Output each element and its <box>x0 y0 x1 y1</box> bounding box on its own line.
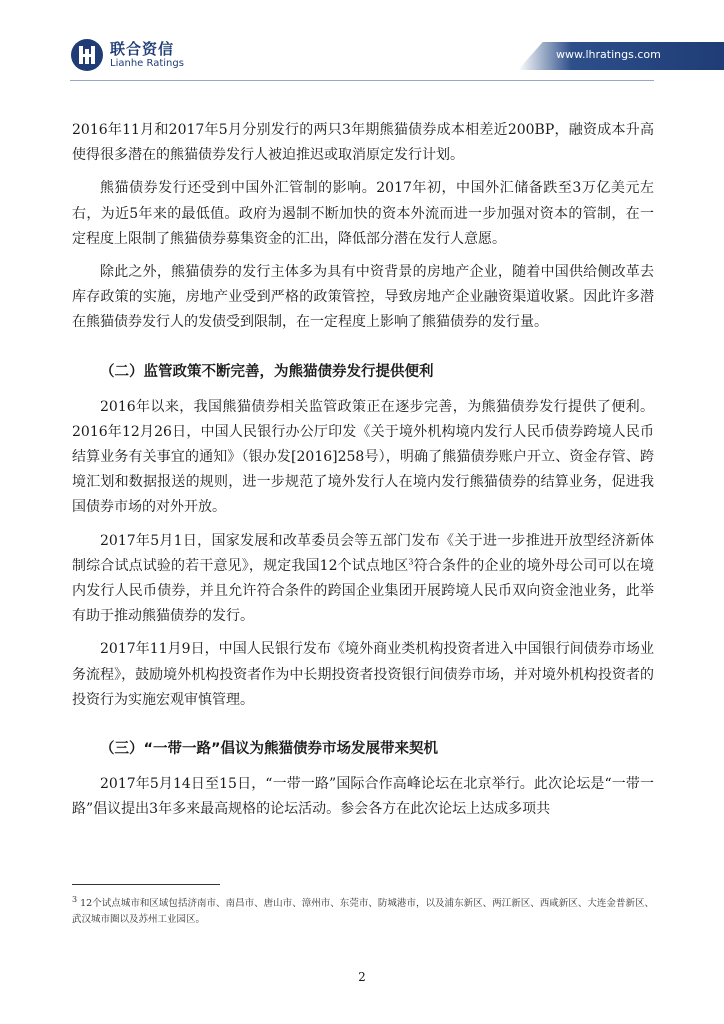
page-header <box>0 0 724 80</box>
website-url: www.lhratings.com <box>556 48 661 61</box>
brand-name-cn: 联合资信 <box>110 40 175 58</box>
brand-name-en: Lianhe Ratings <box>110 58 184 69</box>
paragraph-pboc-2016: 2016年以来，我国熊猫债券相关监管政策正在逐步完善，为熊猫债券发行提供了便利。2016年12月26日，中国人民银行办公厅印发《关于境外机构境内发行人民币债券跨境人民币结算业务有关事宜的通知》（银办发[2016]258号），明确了熊猫债券账户开立、资金存管、跨境汇划和数据报送的规则，进一步规范了境外发行人在境内发行熊猫债券的结算业务，促进我国债券市场的对外开放。 <box>72 398 654 516</box>
footnote-reference: 3 <box>408 557 414 567</box>
section-heading-regulation: （二）监管政策不断完善，为熊猫债券发行提供便利 <box>100 363 434 380</box>
paragraph-ndrc-text-b: 符合条件的企业的境外母公司可以在境内发行人民币债券，并且允许符合条件的跨国企业集团开展跨境人民币双向资金池业务，此举有助于推动熊猫债券的发行。 <box>72 557 654 625</box>
paragraph-ndrc-text-a: 2017年5月1日，国家发展和改革委员会等五部门发布《关于进一步推进开放型经济新体制综合试点试验的若干意见》，规定我国12个试点地区 <box>72 532 654 574</box>
header-divider <box>70 80 654 81</box>
lianhe-logo-icon <box>70 38 104 72</box>
document-body <box>72 118 654 822</box>
footnote <box>72 896 654 928</box>
paragraph-fx-control: 熊猫债券发行还受到中国外汇管制的影响。2017年初，中国外汇储备跌至3万亿美元左右，为近5年来的最低值。政府为遏制不断加快的资本外流而进一步加强对资本的管制，在一定程度上限制了熊猫债券募集资金的汇出，降低部分潜在发行人意愿。 <box>72 180 654 247</box>
paragraph-cost: 2016年11月和2017年5月分别发行的两只3年期熊猫债券成本相差近200BP，融资成本升高使得很多潜在的熊猫债券发行人被迫推迟或取消原定发行计划。 <box>72 122 654 164</box>
section-heading-belt-road: （三）“一带一路”倡议为熊猫债券市场发展带来契机 <box>100 741 439 758</box>
footnote-divider <box>72 884 220 885</box>
paragraph-ndrc-2017 <box>72 529 654 630</box>
paragraph-pboc-2017: 2017年11月9日，中国人民银行发布《境外商业类机构投资者进入中国银行间债券市场业务流程》，鼓励境外机构投资者作为中长期投资者投资银行间债券市场，并对境外机构投资者的投资行为实施宏观审慎管理。 <box>72 641 654 708</box>
page-number: 2 <box>358 970 366 984</box>
paragraph-real-estate: 除此之外，熊猫债券的发行主体多为具有中资背景的房地产企业，随着中国供给侧改革去库存政策的实施，房地产业受到严格的政策管控，导致房地产企业融资渠道收紧。因此许多潜在熊猫债券发行人的发债受到限制，在一定程度上影响了熊猫债券的发行量。 <box>72 264 654 331</box>
footnote-marker: 3 <box>72 894 78 904</box>
footnote-text: 12个试点城市和区域包括济南市、南昌市、唐山市、漳州市、东莞市、防城港市，以及浦东新区、两江新区、西咸新区、大连金普新区、武汉城市圈以及苏州工业园区。 <box>72 898 654 925</box>
paragraph-forum: 2017年5月14日至15日，“一带一路”国际合作高峰论坛在北京举行。此次论坛是“一带一路”倡议提出3年多来最高规格的论坛活动。参会各方在此次论坛上达成多项共 <box>72 776 654 818</box>
